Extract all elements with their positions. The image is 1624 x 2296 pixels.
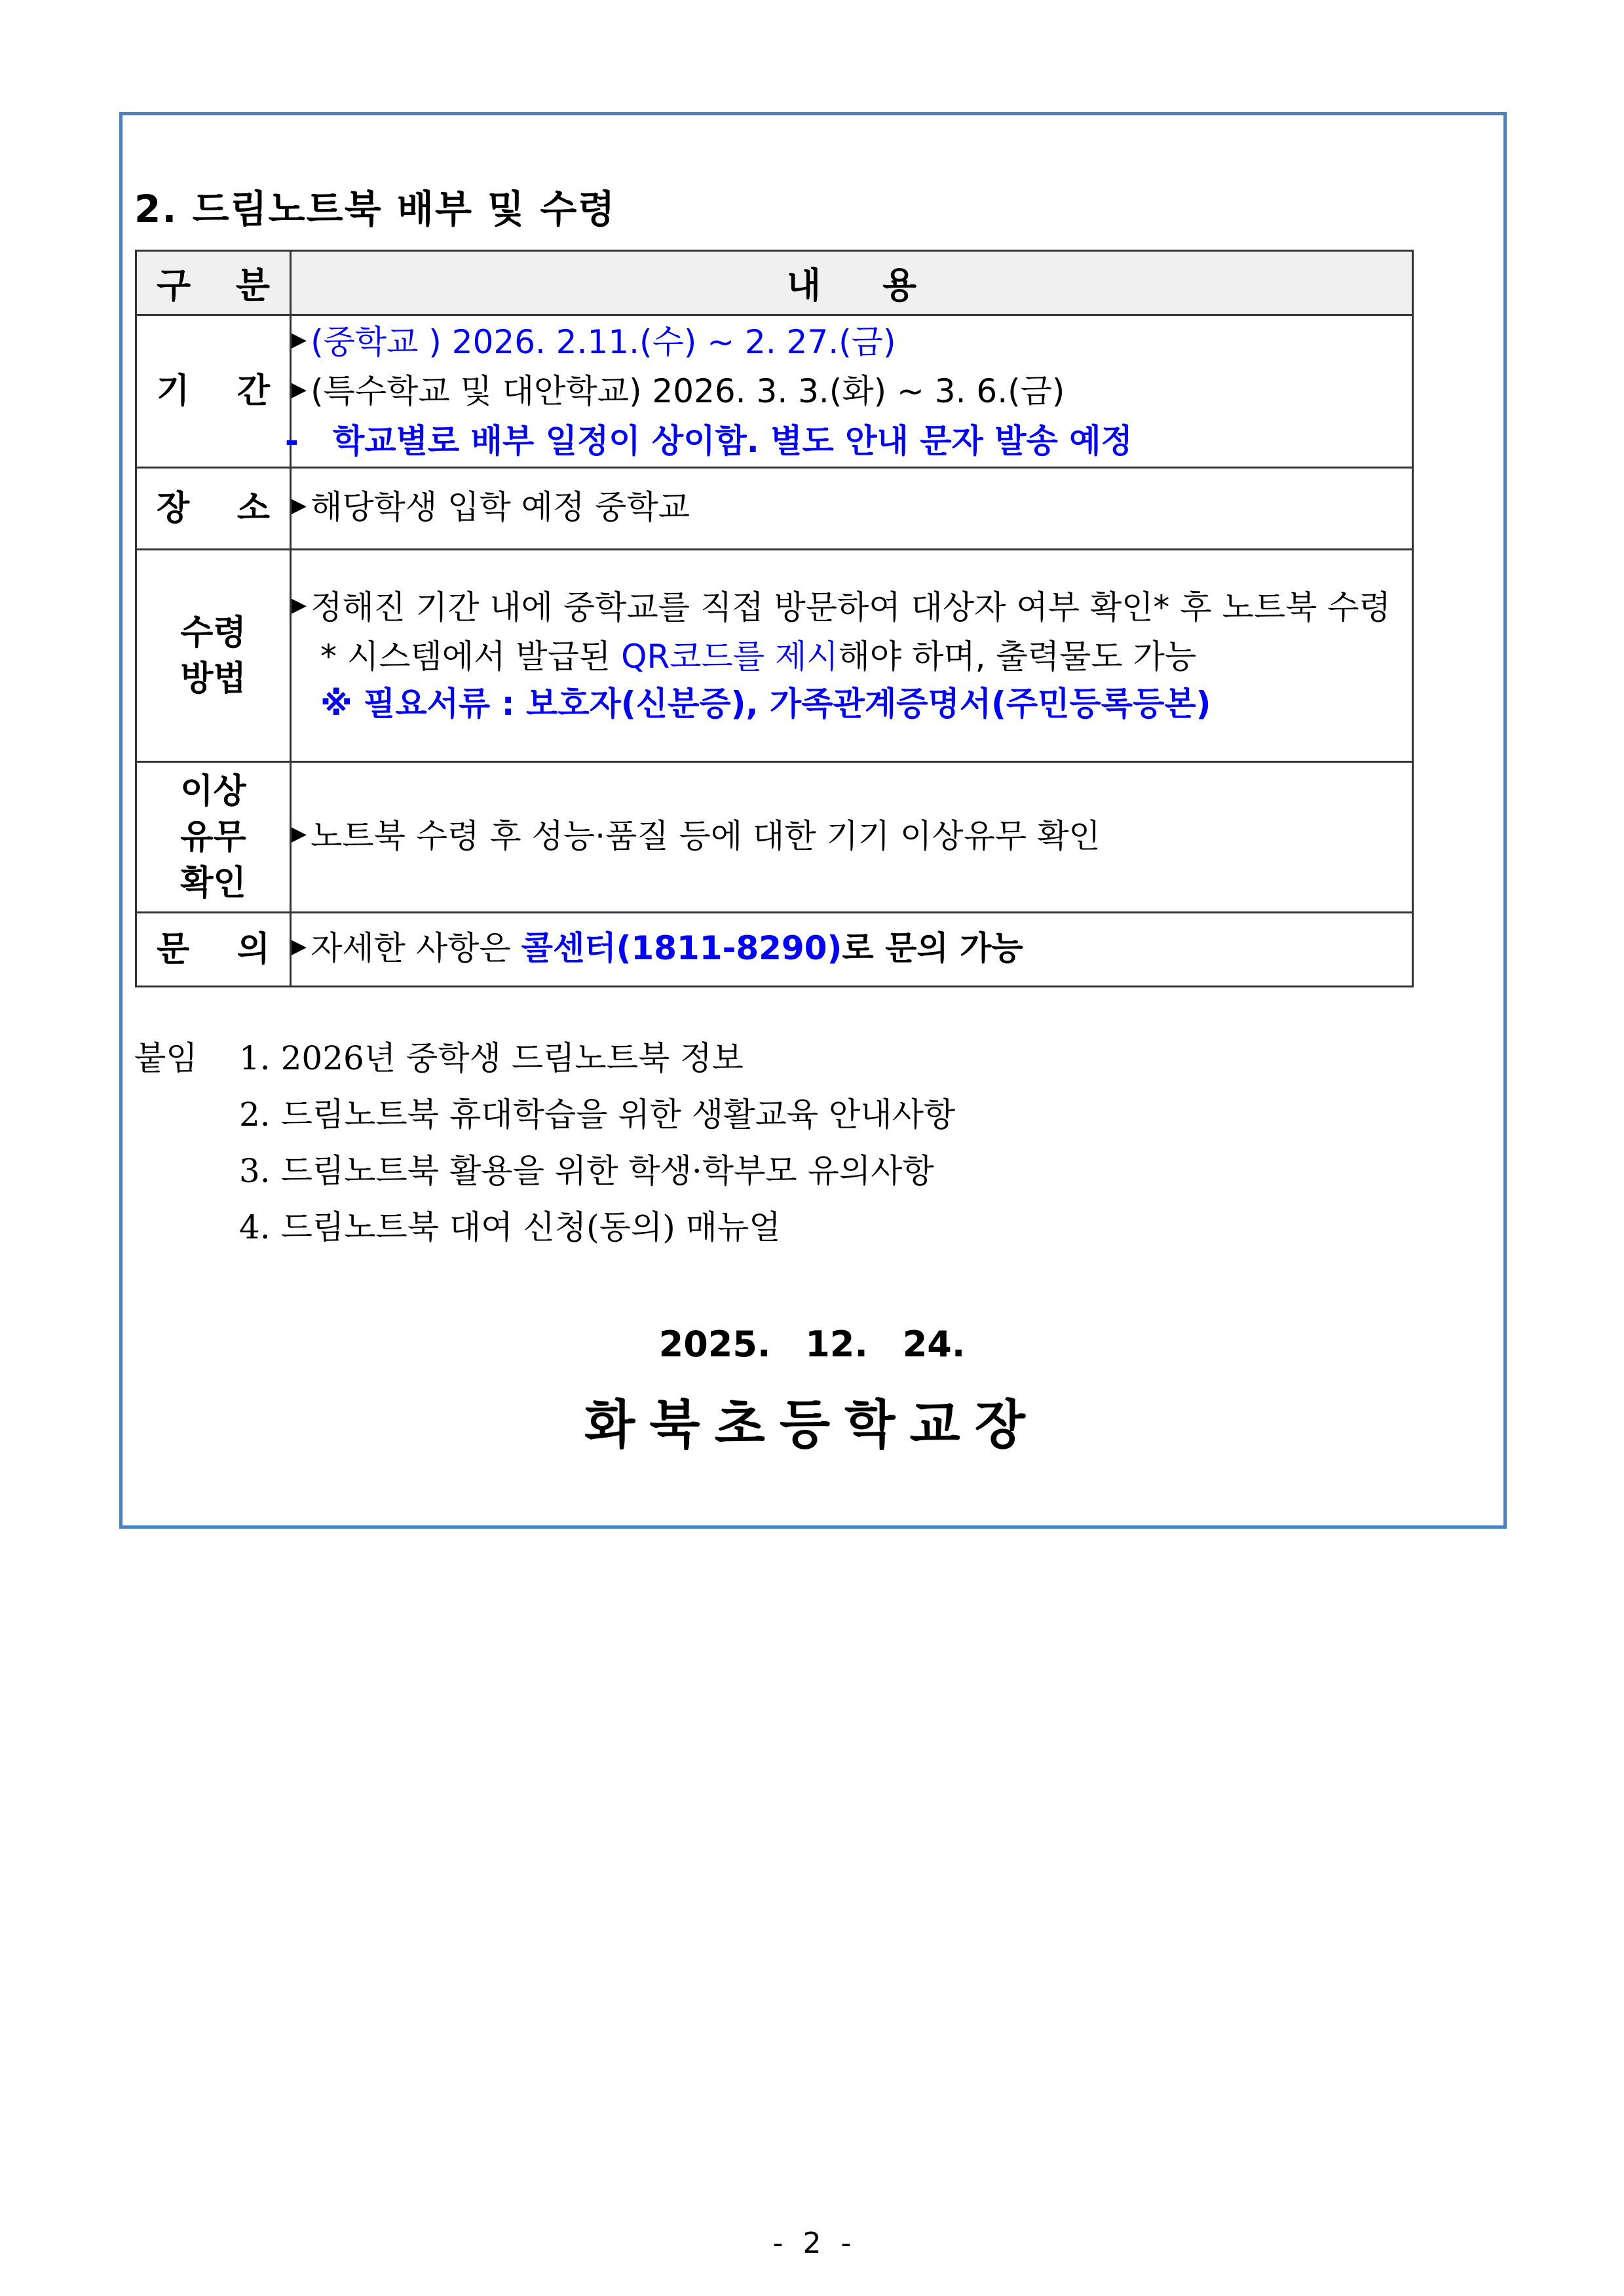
- required-documents: ※ 필요서류 : 보호자(신분증), 가족관계증명서(주민등록등본): [320, 685, 1211, 723]
- table-row-place: [136, 468, 1413, 550]
- row-content-period: [285, 315, 1413, 468]
- header-category: 구 분: [136, 251, 291, 315]
- row-label-period: 기 간: [136, 315, 291, 468]
- attachment-item: 붙임 1. 2026년 중학생 드림노트북 정보: [134, 1030, 955, 1086]
- table-row-defect-check: [136, 762, 1413, 913]
- bullet-triangle-icon: ▶: [292, 493, 307, 517]
- attachments-list: [134, 1030, 955, 1255]
- special-school-period: (특수학교 및 대안학교) 2026. 3. 3.(화) ~ 3. 6.(금): [311, 372, 1065, 410]
- section-heading: 2. 드림노트북 배부 및 수령: [134, 187, 616, 231]
- bullet-triangle-icon: ▶: [292, 822, 307, 846]
- table-row-inquiry: [136, 913, 1413, 987]
- bullet-triangle-icon: ▶: [292, 934, 307, 958]
- bullet-triangle-icon: ▶: [292, 377, 307, 401]
- page-number: - 2 -: [772, 2227, 852, 2260]
- row-label-method: 수령 방법: [136, 550, 291, 762]
- attachment-item: 4. 드림노트북 대여 신청(동의) 매뉴얼: [239, 1208, 781, 1246]
- row-label-place: 장 소: [136, 468, 291, 550]
- bullet-triangle-icon: ▶: [292, 594, 307, 617]
- qr-code-highlight: QR코드를 제시: [621, 638, 839, 676]
- table-row-method: [136, 550, 1413, 762]
- document-date: 2025. 12. 24.: [658, 1324, 966, 1365]
- table-header-row: [136, 251, 1413, 315]
- table-row-period: [136, 315, 1413, 468]
- period-note: - 학교별로 배부 일정이 상이함. 별도 안내 문자 발송 예정: [285, 421, 1133, 460]
- bullet-triangle-icon: ▶: [292, 328, 307, 351]
- row-content-defect-check: ▶ 노트북 수령 후 성능·품질 등에 대한 기기 이상유무 확인: [291, 762, 1413, 913]
- distribution-table: [135, 250, 1414, 987]
- row-label-inquiry: 문 의: [136, 913, 291, 987]
- header-content: 내 용: [291, 251, 1413, 315]
- row-content-inquiry: ▶ 자세한 사항은 콜센터(1811-8290)로 문의 가능: [291, 913, 1413, 987]
- row-label-defect-check: 이상 유무 확인: [136, 762, 291, 913]
- attachments-label: 붙임: [134, 1039, 198, 1077]
- issuer-signature: 화북초등학교장: [584, 1394, 1040, 1455]
- middle-school-period: (중학교 ) 2026. 2.11.(수) ~ 2. 27.(금): [311, 322, 896, 361]
- row-content-method: ▶ 정해진 기간 내에 중학교를 직접 방문하여 대상자 여부 확인* 후 노트북 수령 * 시스템에서 발급된 QR코드를 제시해야 하며, 출력물도 가능 ※ 필요서류 : 보호자(신분증), 가족관계증명서(주민등록등본): [291, 550, 1413, 762]
- call-center-number: 콜센터(1811-8290): [521, 929, 842, 968]
- row-content-place: ▶ 해당학생 입학 예정 중학교: [291, 468, 1413, 550]
- attachment-item: 2. 드림노트북 휴대학습을 위한 생활교육 안내사항: [239, 1096, 956, 1134]
- attachment-item: 3. 드림노트북 활용을 위한 학생·학부모 유의사항: [239, 1152, 934, 1190]
